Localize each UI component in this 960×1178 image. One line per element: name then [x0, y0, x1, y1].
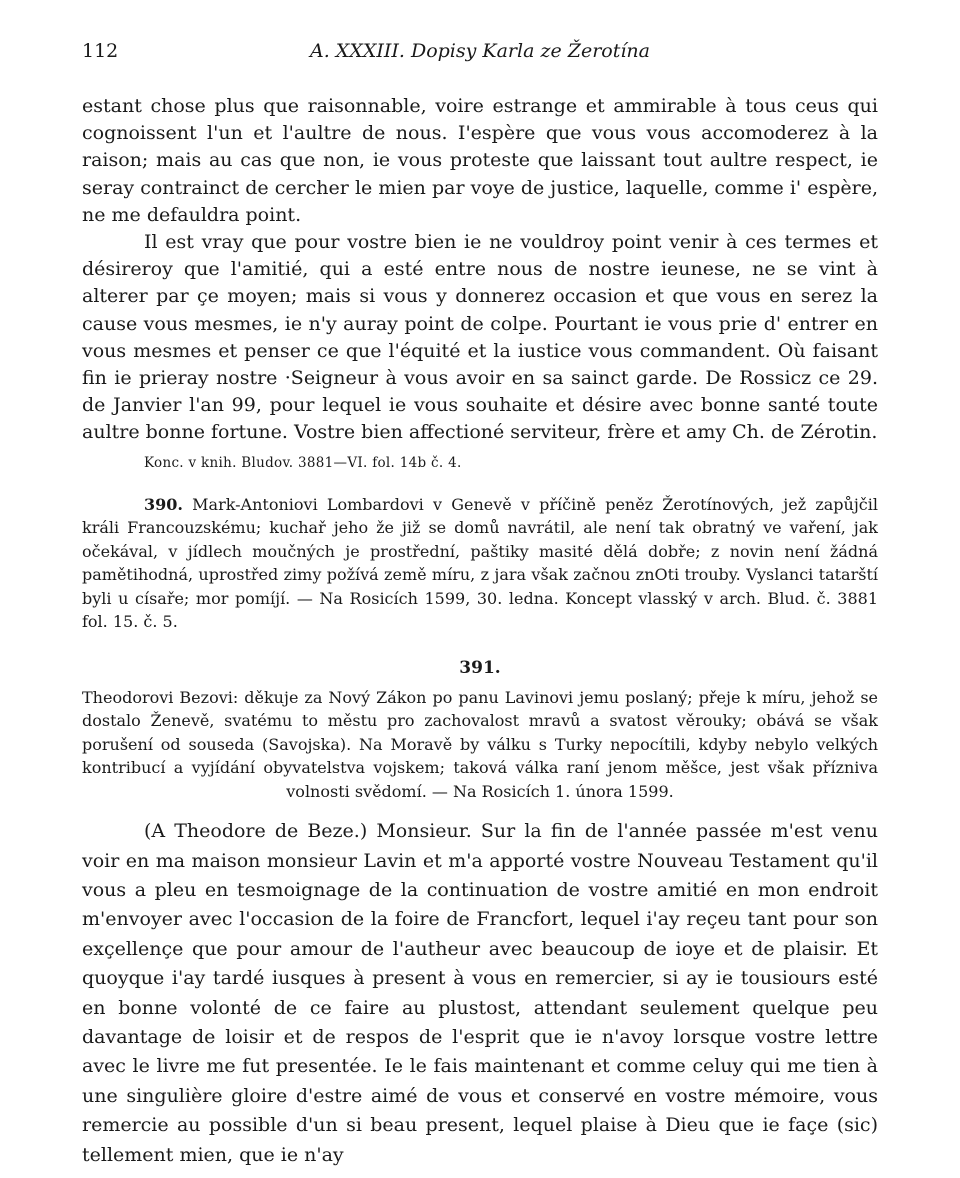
letter-389-paragraph: Il est vray que pour vostre bien ie ne vouldroy point venir à ces termes et désireroy que l'amitié, qui a esté entre nous de nostre ieunese, ne se vint à alterer par çe moyen; mais si vous y donnerez occasion et que vous en serez la cause vous mesmes, ie n'y auray point de colpe. Pourtant ie vous prie d' entrer en vous mesmes et penser ce que l'équité et la iustice vous commandent. Où faisant fin ie prieray nostre ·Seigneur à vous avoir en sa sainct garde. De Rossicz ce 29. de Janvier l'an 99, pour lequel ie vous souhaite et désire avec bonne santé toute aultre bonne fortune. Vostre bien affectioné serviteur, frère et amy Ch. de Zérotin. [82, 231, 878, 444]
letter-389-continuation: estant chose plus que raisonnable, voire estrange et ammirable à tous ceus qui cognoissent l'un et l'aultre de nous. I'espère que vous vous accomoderez à la raison; mais au cas que non, ie vous proteste que laissant tout aultre respect, ie seray contrainct de cercher le mien par voye de justice, laquelle, comme i' espère, ne me defauldra point. [82, 95, 878, 226]
letter-391-regest: Theodorovi Bezovi: děkuje za Nový Zákon po panu Lavinovi jemu poslaný; přeje k míru, jehož se dostalo Ženevě, svatému to městu pro zachovalost mravů a svatost věrouky; obává se však porušení od souseda (Savojska). Na Moravě by válku s Turky nepocítili, kdyby nebylo velkých kontribucí a vyjídání obyvatelstva vojskem; taková válka raní jenom měšce, jest však přízniva volnosti svědomí. — Na Rosicích 1. února 1599. [82, 687, 878, 801]
letter-390-number: 390. [144, 494, 183, 514]
letter-391-number: 391. [459, 657, 501, 678]
letter-391-text: (A Theodore de Beze.) Monsieur. Sur la fin de l'année passée m'est venu voir en ma maison monsieur Lavin et m'a apporté vostre Nouveau Testament qu'il vous a pleu en tesmoignage de la continuation de vostre amitié en mon endroit m'envoyer avec l'occasion de la foire de Francfort, lequel i'ay reçeu tant pour son exçellençe que pour amour de l'autheur avec beaucoup de ioye et de plaisir. Et quoyque i'ay tardé iusques à present à vous en remercier, si ay ie tousiours esté en bonne volonté de ce faire au plustost, attendant seulement quelque peu davantage de loisir et de respos de l'esprit que ie n'avoy lorsque vostre lettre avec le livre me fut presentée. Ie le fais maintenant et comme celuy qui me tien à une singulière gloire d'estre aimé de vous et conservé en vostre mémoire, vous remercie au possible d'un si beau present, lequel plaise à Dieu que ie façe (sic) tellement mien, que ie n'ay [82, 820, 878, 1166]
running-head [82, 40, 878, 74]
letter-390-regest [82, 493, 878, 634]
letter-390-summary: Mark-Antoniovi Lombardovi v Genevě v příčině peněz Žerotínových, jež zapůjčil králi Francouzskému; kuchař jeho že již se domů navrátil, ale není tak obratný ve vaření, jak očekával, v jídlech moučných je prostřední, paštiky masité dělá dobře; z novin není žádná pamětihodná, uprostřed zimy požívá země míru, z jara však začnou znOti trouby. Vyslanci tatarští byli u císaře; mor pomíjí. — Na Rosicích 1599, 30. ledna. Koncept vlasský v arch. Blud. č. 3881 fol. 15. č. 5. [82, 494, 878, 632]
letter-389-source-note: Konc. v knih. Bludov. 3881—VI. fol. 14b č. 4. [144, 454, 462, 471]
running-title: A. XXXIII. Dopisy Karla ze Žerotína [310, 40, 650, 62]
page-number: 112 [82, 40, 119, 62]
